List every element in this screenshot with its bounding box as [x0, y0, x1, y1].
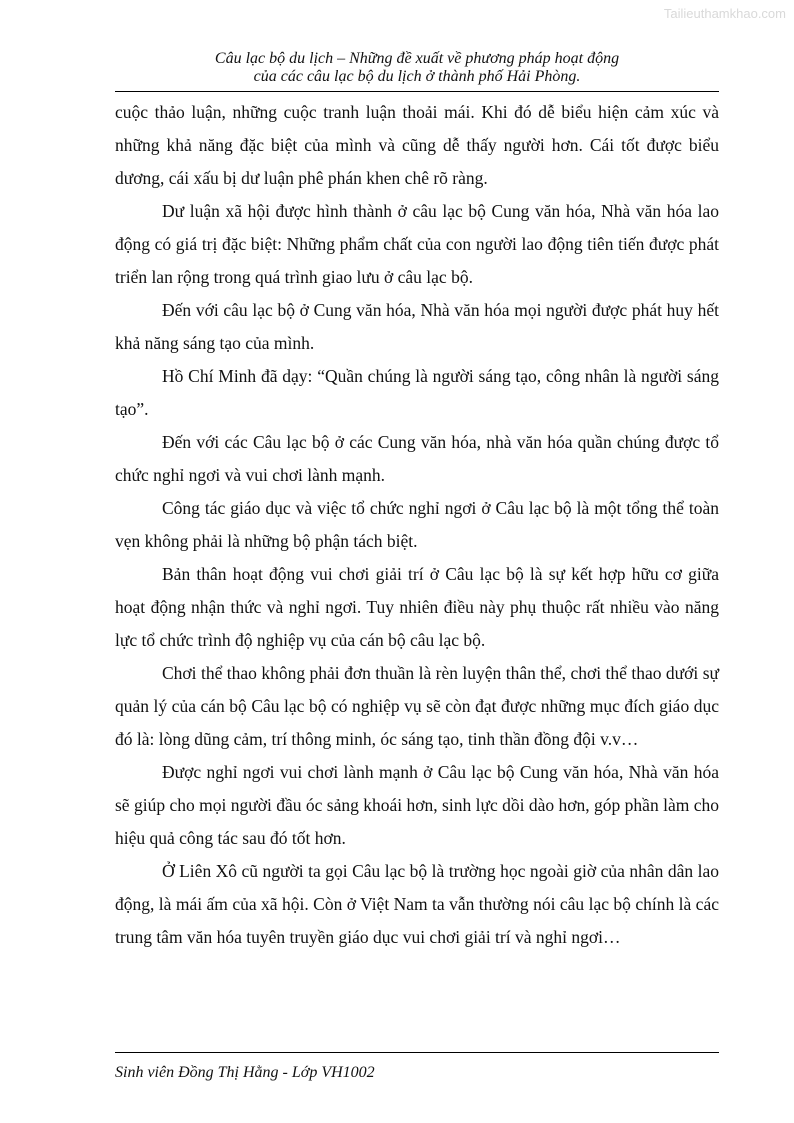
header-title-line-1: Câu lạc bộ du lịch – Những đề xuất về phương pháp hoạt động [214, 50, 620, 67]
watermark: Tailieuthamkhao.com [663, 6, 786, 21]
page-header [115, 50, 719, 92]
footer-author: Sinh viên Đồng Thị Hằng - Lớp VH1002 [115, 1064, 375, 1081]
paragraph-8: Chơi thể thao không phải đơn thuần là rèn luyện thân thể, chơi thể thao dưới sự quản lý của cán bộ Câu lạc bộ có nghiệp vụ sẽ còn đạt được những mục đích giáo dục đó là: lòng dũng cảm, trí thông minh, óc sáng tạo, tinh thần đồng đội v.v… [115, 663, 719, 749]
header-title-line-2: của các câu lạc bộ du lịch ở thành phố Hải Phòng. [253, 68, 581, 85]
paragraph-9: Được nghỉ ngơi vui chơi lành mạnh ở Câu lạc bộ Cung văn hóa, Nhà văn hóa sẽ giúp cho mọi người đầu óc sảng khoái hơn, sinh lực dồi dào hơn, góp phần làm cho hiệu quả công tác sau đó tốt hơn. [115, 762, 719, 848]
paragraph-3: Đến với câu lạc bộ ở Cung văn hóa, Nhà văn hóa mọi người được phát huy hết khả năng sáng tạo của mình. [115, 300, 719, 353]
paragraph-7: Bản thân hoạt động vui chơi giải trí ở Câu lạc bộ là sự kết hợp hữu cơ giữa hoạt động nhận thức và nghỉ ngơi. Tuy nhiên điều này phụ thuộc rất nhiều vào năng lực tổ chức trình độ nghiệp vụ của cán bộ câu lạc bộ. [115, 564, 719, 650]
paragraph-6: Công tác giáo dục và việc tổ chức nghỉ ngơi ở Câu lạc bộ là một tổng thể toàn vẹn không phải là những bộ phận tách biệt. [115, 498, 719, 551]
paragraph-4: Hồ Chí Minh đã dạy: “Quần chúng là người sáng tạo, công nhân là người sáng tạo”. [115, 366, 719, 419]
page-footer [115, 1052, 719, 1083]
paragraph-5: Đến với các Câu lạc bộ ở các Cung văn hóa, nhà văn hóa quần chúng được tổ chức nghỉ ngơi và vui chơi lành mạnh. [115, 432, 719, 485]
paragraph-2: Dư luận xã hội được hình thành ở câu lạc bộ Cung văn hóa, Nhà văn hóa lao động có giá trị đặc biệt: Những phẩm chất của con người lao động tiên tiến được phát triển lan rộng trong quá trình giao lưu ở câu lạc bộ. [115, 201, 719, 287]
paragraph-10: Ở Liên Xô cũ người ta gọi Câu lạc bộ là trường học ngoài giờ của nhân dân lao động, là mái ấm của xã hội. Còn ở Việt Nam ta vẫn thường nói câu lạc bộ chính là các trung tâm văn hóa tuyên truyền giáo dục vui chơi giải trí và nghỉ ngơi… [115, 861, 719, 947]
document-body [115, 96, 719, 954]
paragraph-1: cuộc thảo luận, những cuộc tranh luận thoải mái. Khi đó dễ biểu hiện cảm xúc và những khả năng đặc biệt của mình và cũng dễ thấy người hơn. Cái tốt được biểu dương, cái xấu bị dư luận phê phán khen chê rõ ràng. [115, 102, 719, 188]
